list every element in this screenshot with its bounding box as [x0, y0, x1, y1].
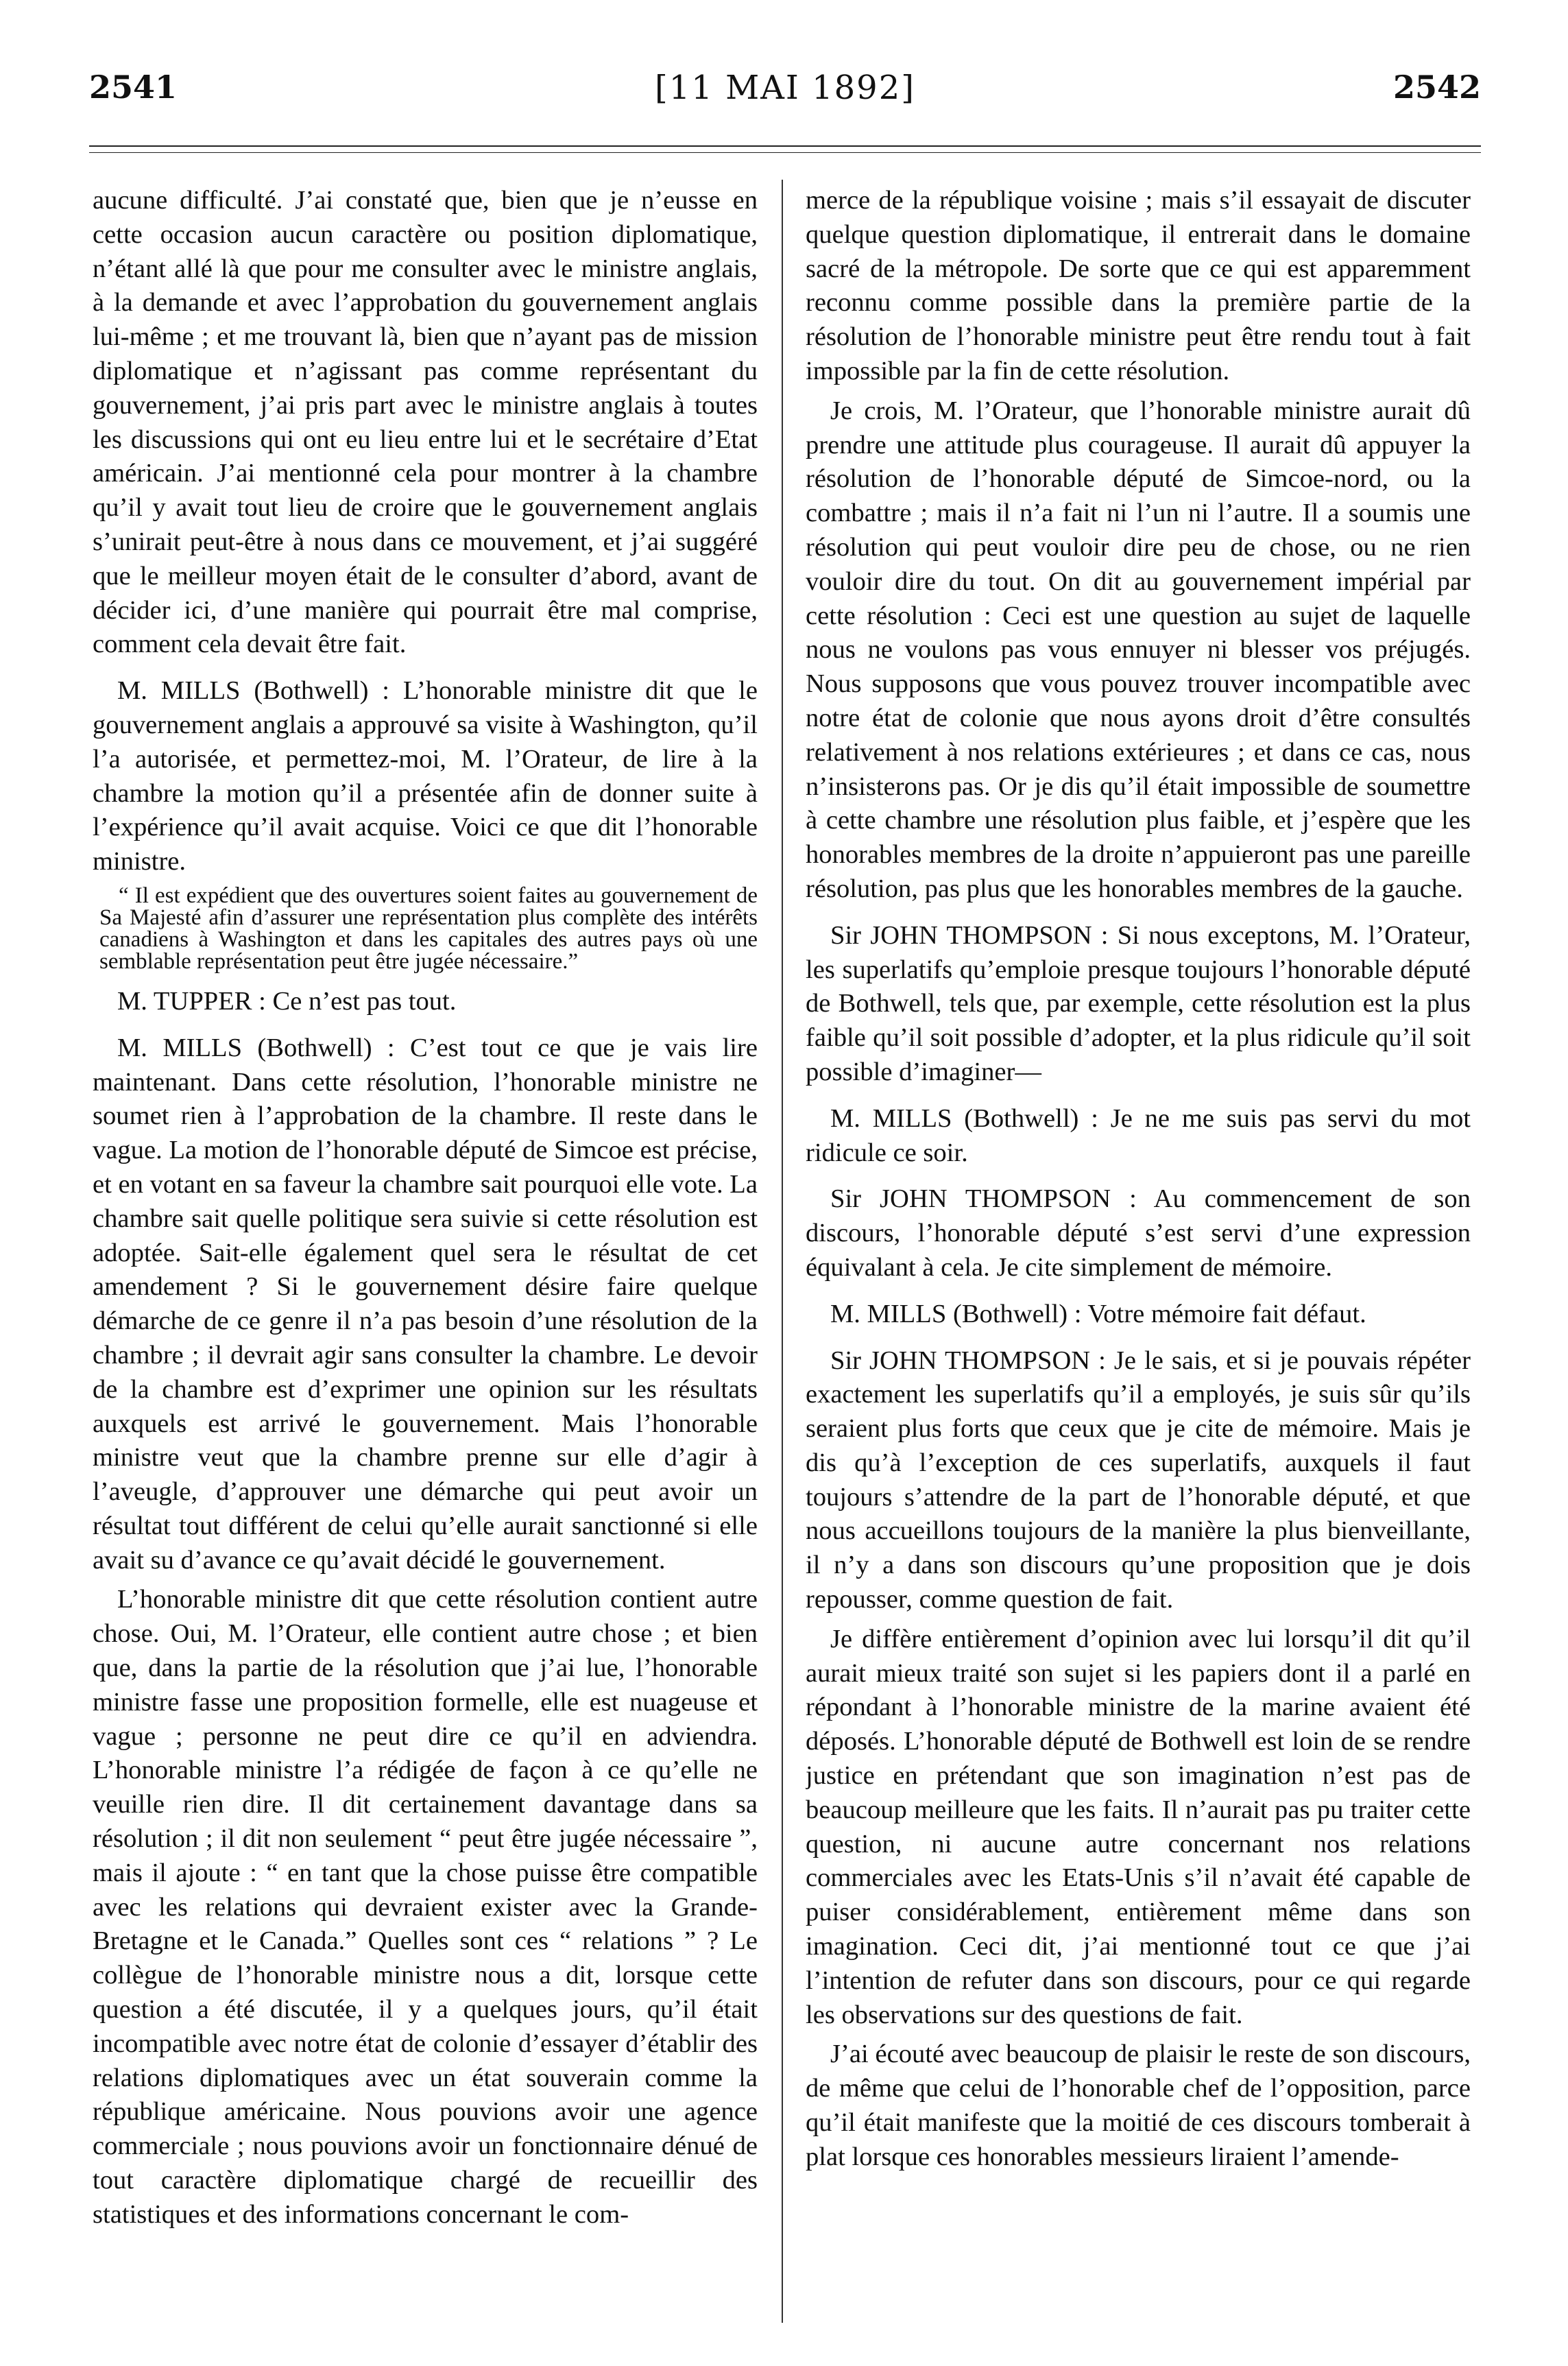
- paragraph: L’honorable ministre dit que cette résolution contient autre chose. Oui, M. l’Orateur, elle contient autre chose ; et bien que, dans la partie de la résolution que j’ai lue, l’honorable ministre fasse une proposition formelle, elle est nuageuse et vague ; personne ne peut dire ce qu’il en adviendra. L’honorable ministre l’a rédigée de façon à ce qu’elle ne veuille rien dire. Il dit certainement davantage dans sa résolution ; il dit non seulement “ peut être jugée nécessaire ”, mais il ajoute : “ en tant que la chose puisse être compatible avec les relations qui devraient exister avec la Grande-Bretagne et le Canada.” Quelles sont ces “ relations ” ? Le collègue de l’honorable ministre nous a dit, lorsque cette question a été discutée, il y a quelques jours, qu’il était incompatible avec notre état de colonie d’essayer d’établir des relations diplomatiques avec un état souverain comme la république américaine. Nous pouvions avoir une agence commerciale ; nous pouvions avoir un fonctionnaire dénué de tout caractère diplomatique chargé de recueillir des statistiques et des informations concernant le com-: [93, 1585, 758, 2229]
- left-column: [93, 184, 758, 2323]
- paragraph: J’ai écouté avec beaucoup de plaisir le reste de son discours, de même que celui de l’honorable chef de l’opposition, parce qu’il était manifeste que la moitié de ces discours tomberait à plat lorsque ces honorables messieurs liraient l’amende-: [806, 2040, 1471, 2171]
- speech-tupper: M. TUPPER : Ce n’est pas tout.: [117, 986, 457, 1016]
- header-rule-top: [89, 145, 1481, 147]
- header-rule-bottom: [89, 152, 1481, 153]
- speech-thompson: Sir JOHN THOMPSON : Au commencement de son discours, l’honorable député s’est servi d’une expression équivalant à cela. Je cite simplement de mémoire.: [806, 1184, 1471, 1282]
- page-date: [11 MAI 1892]: [655, 69, 915, 107]
- page-header: [89, 69, 1481, 123]
- column-divider: [782, 180, 783, 2323]
- speech-mills: M. MILLS (Bothwell) : Votre mémoire fait défaut.: [830, 1299, 1366, 1328]
- page-number-right: 2542: [1392, 69, 1481, 106]
- quoted-resolution: “ Il est expédient que des ouvertures soient faites au gouvernement de Sa Majesté afin d’assurer une représentation plus complète des intérêts canadiens à Washington et dans les capitales des autres pays où une semblable représentation peut être jugée nécessaire.”: [99, 883, 758, 974]
- paragraph: merce de la république voisine ; mais s’il essayait de discuter quelque question diplomatique, il entrerait dans le domaine sacré de la métropole. De sorte que ce qui est apparemment reconnu comme possible dans la première partie de la résolution de l’honorable ministre peut être rendu tout à fait impossible par la fin de cette résolution.: [806, 186, 1471, 385]
- right-column: [806, 184, 1471, 2323]
- speech-thompson: Sir JOHN THOMPSON : Je le sais, et si je pouvais répéter exactement les superlatifs qu’il a employés, je suis sûr qu’ils seraient plus forts que ceux que je cite de mémoire. Mais je dis qu’à l’exception de ces superlatifs, auxquels il faut toujours s’attendre de la part de l’honorable député, et que nous accueillons toujours de la manière la plus bienveillante, il n’y a dans son discours qu’une proposition que je dois repousser, comme question de fait.: [806, 1346, 1471, 1614]
- speech-thompson: Sir JOHN THOMPSON : Si nous exceptons, M. l’Orateur, les superlatifs qu’emploie presque toujours l’honorable député de Bothwell, tels que, par exemple, cette résolution est la plus faible qu’il soit possible d’adopter, et la plus ridicule qu’il soit possible d’imaginer—: [806, 920, 1471, 1086]
- paragraph: Je crois, M. l’Orateur, que l’honorable ministre aurait dû prendre une attitude plus courageuse. Il aurait dû appuyer la résolution de l’honorable député de Simcoe-nord, ou la combattre ; mais il n’a fait ni l’un ni l’autre. Il a soumis une résolution qui peut vouloir dire peu de chose, ou ne rien vouloir dire du tout. On dit au gouvernement impérial par cette résolution : Ceci est une question au sujet de laquelle nous ne voulons pas vous ennuyer ni blesser vos préjugés. Nous supposons que vous pouvez trouver incompatible avec notre état de colonie que nous ayons droit d’être consultés relativement à nos relations extérieures ; et dans ce cas, nous n’insisterons pas. Or je dis qu’il était impossible de soumettre à cette chambre une résolution plus faible, et j’espère que les honorables membres de la droite n’appuieront pas une pareille résolution, pas plus que les honorables membres de la gauche.: [806, 396, 1471, 903]
- page-number-left: 2541: [89, 69, 178, 106]
- speech-mills: M. MILLS (Bothwell) : L’honorable ministre dit que le gouvernement anglais a approuvé sa visite à Washington, qu’il l’a autorisée, et permettez-moi, M. l’Orateur, de lire à la chambre la motion qu’il a présentée afin de donner suite à l’expérience qu’il avait acquise. Voici ce que dit l’honorable ministre.: [93, 676, 758, 876]
- speech-mills: M. MILLS (Bothwell) : Je ne me suis pas servi du mot ridicule ce soir.: [806, 1103, 1471, 1167]
- speech-mills: M. MILLS (Bothwell) : C’est tout ce que je vais lire maintenant. Dans cette résolution, l’honorable ministre ne soumet rien à l’approbation de la chambre. Il reste dans le vague. La motion de l’honorable député de Simcoe est précise, et en votant en sa faveur la chambre sait pourquoi elle vote. La chambre sait quelle politique sera suivie si cette résolution est adoptée. Sait-elle également quel sera le résultat de cet amendement ? Si le gouvernement désire faire quelque démarche de ce genre il n’a pas besoin d’une résolution de la chambre ; il devrait agir sans consulter la chambre. Le devoir de la chambre est d’exprimer une opinion sur les résultats auxquels est arrivé le gouvernement. Mais l’honorable ministre veut que la chambre prenne sur elle d’agir à l’aveugle, d’approuver une démarche qui peut avoir un résultat tout différent de celui qu’elle aurait sanctionné si elle avait su d’avance ce qu’avait décidé le gouvernement.: [93, 1033, 758, 1575]
- paragraph: Je diffère entièrement d’opinion avec lui lorsqu’il dit qu’il aurait mieux traité son sujet si les papiers dont il a parlé en répondant à l’honorable ministre de la marine avaient été déposés. L’honorable député de Bothwell est loin de se rendre justice en prétendant que son imagination n’est pas de beaucoup meilleure que les faits. Il n’aurait pas pu traiter cette question, ni aucune autre concernant nos relations commerciales avec les Etats-Unis s’il n’avait été capable de puiser considérablement, entièrement même dans son imagination. Ceci dit, j’ai mentionné tout ce que j’ai l’intention de refuter dans son discours, pour ce qui regarde les observations sur des questions de fait.: [806, 1624, 1471, 2029]
- paragraph: aucune difficulté. J’ai constaté que, bien que je n’eusse en cette occasion aucun caractère ou position diplomatique, n’étant allé là que pour me consulter avec le ministre anglais, à la demande et avec l’approbation du gouvernement anglais lui-même ; et me trouvant là, bien que n’ayant pas de mission diplomatique et n’agissant pas comme représentant du gouvernement, j’ai pris part avec le ministre anglais à toutes les discussions qui ont eu lieu entre lui et le secrétaire d’Etat américain. J’ai mentionné cela pour montrer à la chambre qu’il y avait tout lieu de croire que le gouvernement anglais s’unirait peut-être à nous dans ce mouvement, et j’ai suggéré que le meilleur moyen était de le consulter d’abord, avant de décider ici, d’une manière qui pourrait être mal comprise, comment cela devait être fait.: [93, 186, 758, 659]
